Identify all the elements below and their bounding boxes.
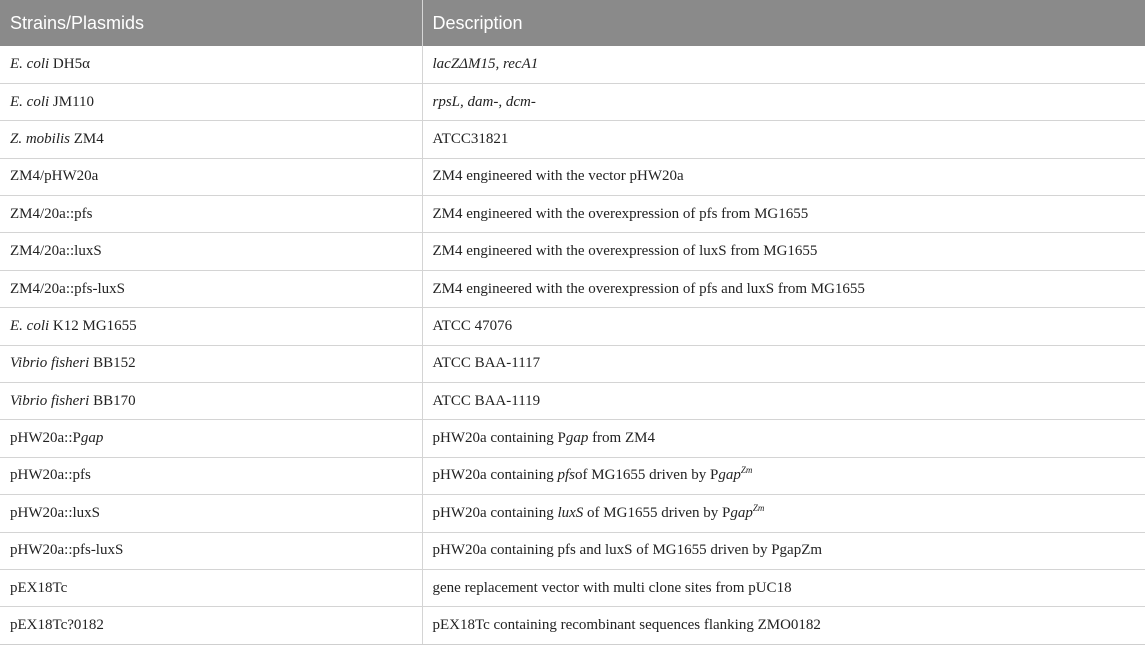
description-cell [422,457,1145,494]
strain-cell [0,457,422,494]
cell-text: ZM4 [70,130,104,147]
description-cell [422,83,1145,120]
table-row [0,270,1145,307]
cell-text: ZM4/20a::luxS [10,243,102,260]
superscript-text: Zm [752,502,765,513]
cell-text: pHW20a::pfs [10,467,91,484]
cell-text: ZM4/pHW20a [10,168,99,185]
description-cell [422,607,1145,644]
description-cell [422,495,1145,532]
strain-cell [0,270,422,307]
description-cell [422,532,1145,569]
description-cell [422,345,1145,382]
cell-text: pHW20a containing [432,504,558,521]
description-cell [422,383,1145,420]
strain-cell [0,121,422,158]
table-row [0,121,1145,158]
description-cell [422,46,1145,83]
cell-text: ZM4 engineered with the overexpression of pfs from MG1655 [432,205,809,222]
table-row [0,383,1145,420]
cell-text: ZM4 engineered with the vector pHW20a [432,168,684,185]
cell-text: DH5α [49,55,90,72]
cell-text: JM110 [49,93,95,110]
table-row [0,569,1145,606]
cell-text: E. coli [10,55,50,72]
table-row [0,457,1145,494]
strain-cell [0,532,422,569]
description-cell [422,158,1145,195]
cell-text: rpsL, dam-, dcm- [432,93,536,110]
table-row [0,233,1145,270]
cell-text: from ZM4 [588,430,655,447]
cell-text: ATCC BAA-1117 [432,355,541,372]
table-row [0,308,1145,345]
cell-text: pEX18Tc containing recombinant sequences flanking ZMO0182 [432,617,821,634]
strain-cell [0,196,422,233]
cell-text: ATCC 47076 [432,317,513,334]
cell-text: ZM4/20a::pfs [10,205,93,222]
column-header-strains: Strains/Plasmids [0,0,422,46]
cell-text: ATCC31821 [432,130,509,147]
cell-text: ZM4 engineered with the overexpression of luxS from MG1655 [432,243,818,260]
column-header-description: Description [422,0,1145,46]
cell-text: Vibrio fisheri [10,355,90,372]
strain-cell [0,158,422,195]
table-header [0,0,1145,46]
strain-cell [0,607,422,644]
table-row [0,532,1145,569]
cell-text: pHW20a containing pfs and luxS of MG1655 driven by PgapZm [432,542,823,559]
description-cell [422,196,1145,233]
description-cell [422,308,1145,345]
strain-cell [0,383,422,420]
strain-cell [0,233,422,270]
cell-text: pHW20a::P [10,430,81,447]
table-row [0,83,1145,120]
table-row [0,420,1145,457]
cell-text: pHW20a containing [432,467,558,484]
strain-cell [0,495,422,532]
cell-text: lacZΔM15, recA1 [432,55,539,72]
cell-text: Z. mobilis [10,130,71,147]
cell-text: pfs [557,467,575,484]
cell-text: ZM4/20a::pfs-luxS [10,280,125,297]
cell-text: pEX18Tc?0182 [10,617,104,634]
strain-cell [0,345,422,382]
strain-cell [0,569,422,606]
table-row [0,196,1145,233]
cell-text: ATCC BAA-1119 [432,392,541,409]
cell-text: ZM4 engineered with the overexpression of pfs and luxS from MG1655 [432,280,865,297]
description-cell [422,270,1145,307]
cell-text: pHW20a containing P [432,430,566,447]
table-row [0,345,1145,382]
cell-text: gene replacement vector with multi clone sites from pUC18 [432,579,792,596]
description-cell [422,121,1145,158]
cell-text: E. coli [10,93,50,110]
strain-cell [0,46,422,83]
cell-text: BB152 [89,355,136,372]
strain-cell [0,83,422,120]
description-cell [422,420,1145,457]
table-row [0,607,1145,644]
cell-text: E. coli [10,317,50,334]
cell-text: Vibrio fisheri [10,392,90,409]
table-row [0,46,1145,83]
cell-text: luxS [557,504,584,521]
cell-text: pHW20a::luxS [10,504,100,521]
cell-text: gap [730,504,753,521]
cell-text: pHW20a::pfs-luxS [10,542,124,559]
cell-text: of MG1655 driven by P [574,467,719,484]
header-row [0,0,1145,46]
strain-cell [0,308,422,345]
table-row [0,158,1145,195]
description-cell [422,233,1145,270]
table-body [0,46,1145,644]
cell-text: gap [80,430,104,447]
description-cell [422,569,1145,606]
table-row [0,495,1145,532]
superscript-text: Zm [740,465,753,476]
cell-text: K12 MG1655 [49,317,137,334]
cell-text: BB170 [89,392,136,409]
cell-text: gap [718,467,741,484]
cell-text: gap [565,430,589,447]
cell-text: pEX18Tc [10,579,68,596]
strain-cell [0,420,422,457]
cell-text: of MG1655 driven by P [583,504,731,521]
